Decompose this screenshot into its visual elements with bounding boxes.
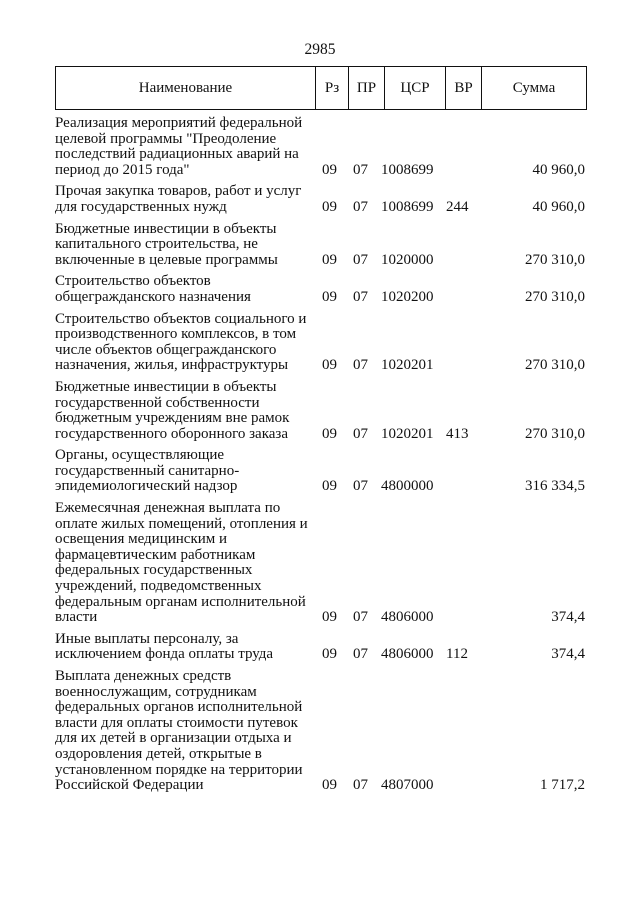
- row-rz: 09: [322, 425, 337, 442]
- row-pr: 07: [353, 609, 368, 626]
- row-name: [55, 274, 313, 305]
- row-csr: 1020200: [381, 288, 434, 305]
- row-name-line: государственного оборонного заказа: [55, 425, 289, 442]
- row-csr: 1020201: [381, 425, 434, 442]
- page-number: 2985: [304, 41, 336, 58]
- row-sum: 40 960,0: [532, 198, 585, 215]
- row-rz: 09: [322, 357, 337, 374]
- row-rz: 09: [322, 251, 337, 268]
- row-name-line: Реализация мероприятий федеральной: [55, 115, 303, 131]
- row-name-line: Российской Федерации: [55, 777, 204, 794]
- row-name-line: включенные в целевые программы: [55, 251, 278, 268]
- row-pr: 07: [353, 425, 368, 442]
- row-name-line: федеральным органам исполнительной: [55, 593, 306, 610]
- row-pr: 07: [353, 357, 368, 374]
- row-name-line: назначения, жилья, инфраструктуры: [55, 357, 289, 374]
- row-csr: 1008699: [381, 161, 434, 178]
- header-name: Наименование: [138, 80, 233, 96]
- row-name-line: производственного комплексов, в том: [55, 326, 297, 343]
- row-rz: 09: [322, 777, 337, 794]
- header-rz: Рз: [315, 67, 348, 109]
- row-rz: 09: [322, 646, 337, 663]
- table-body: [55, 116, 587, 800]
- row-csr: 1020201: [381, 357, 434, 374]
- row-pr: 07: [353, 288, 368, 305]
- row-name-line: установленном порядке на территории: [55, 761, 303, 778]
- row-pr: 07: [353, 251, 368, 268]
- row-pr: 07: [353, 646, 368, 663]
- row-name-line: Выплата денежных средств: [55, 668, 232, 684]
- row-name-line: государственной собственности: [55, 394, 260, 411]
- row-rz: 09: [322, 161, 337, 178]
- table-row: [55, 222, 587, 269]
- row-name-line: Органы, осуществляющие: [55, 447, 225, 464]
- row-name-line: Строительство объектов: [55, 273, 211, 290]
- row-sum: 316 334,5: [525, 478, 585, 495]
- row-csr: 4807000: [381, 777, 434, 794]
- row-name-line: общегражданского назначения: [55, 288, 251, 305]
- row-name-line: оздоровления детей, открытые в: [55, 745, 262, 762]
- row-name-line: оплате жилых помещений, отопления и: [55, 515, 308, 532]
- row-name: [55, 222, 313, 269]
- row-name: [55, 448, 313, 495]
- row-name-line: эпидемиологический надзор: [55, 478, 238, 495]
- row-pr: 07: [353, 198, 368, 215]
- row-vr: 244: [446, 198, 469, 215]
- row-rz: 09: [322, 478, 337, 495]
- row-name-line: числе объектов общегражданского: [55, 341, 277, 358]
- table-row: [55, 312, 587, 374]
- row-name: [55, 184, 313, 215]
- row-name: [55, 116, 313, 178]
- row-name: [55, 669, 313, 794]
- row-csr: 1008699: [381, 198, 434, 215]
- row-name-line: целевой программы "Преодоление: [55, 130, 277, 147]
- row-name-line: период до 2015 года": [55, 161, 190, 178]
- row-name-line: Строительство объектов социального и: [55, 310, 307, 327]
- row-sum: 374,4: [551, 646, 585, 663]
- row-pr: 07: [353, 777, 368, 794]
- table-row: [55, 448, 587, 495]
- row-sum: 40 960,0: [532, 161, 585, 178]
- row-name: [55, 632, 313, 663]
- table-header: [55, 66, 587, 110]
- table-row: [55, 669, 587, 794]
- row-name-line: для их детей в организации отдыха и: [55, 730, 292, 747]
- table-row: [55, 380, 587, 442]
- row-name-line: последствий радиационных аварий на: [55, 146, 299, 163]
- table-row: [55, 501, 587, 626]
- row-name: [55, 380, 313, 442]
- row-name-line: Бюджетные инвестиции в объекты: [55, 378, 277, 395]
- row-rz: 09: [322, 198, 337, 215]
- row-sum: 374,4: [551, 609, 585, 626]
- row-csr: 1020000: [381, 251, 434, 268]
- row-sum: 270 310,0: [525, 357, 585, 374]
- row-sum: 270 310,0: [525, 251, 585, 268]
- row-name-line: учреждений, подведомственных: [55, 578, 262, 595]
- header-vr: ВР: [445, 67, 481, 109]
- row-name-line: Иные выплаты персоналу, за: [55, 630, 239, 647]
- row-name-line: Ежемесячная денежная выплата по: [55, 500, 281, 517]
- header-pr: ПР: [348, 67, 384, 109]
- row-name-line: бюджетным учреждениям вне рамок: [55, 410, 290, 427]
- row-name-line: Прочая закупка товаров, работ и услуг: [55, 183, 302, 200]
- table-row: [55, 274, 587, 305]
- row-name-line: власти: [55, 609, 98, 626]
- row-rz: 09: [322, 609, 337, 626]
- row-csr: 4806000: [381, 646, 434, 663]
- header-csr: ЦСР: [384, 67, 445, 109]
- row-name-line: исключением фонда оплаты труда: [55, 646, 274, 663]
- row-name-line: для государственных нужд: [55, 198, 227, 215]
- table-row: [55, 116, 587, 178]
- row-name-line: государственный санитарно-: [55, 462, 240, 479]
- row-pr: 07: [353, 478, 368, 495]
- row-name-line: федеральных органов исполнительной: [55, 699, 303, 716]
- row-name-line: освещения медицинским и: [55, 531, 228, 548]
- row-name-line: фармацевтическим работникам: [55, 546, 256, 563]
- row-name-line: капитального строительства, не: [55, 236, 258, 253]
- table-row: [55, 632, 587, 663]
- row-vr: 112: [446, 646, 468, 663]
- row-sum: 1 717,2: [540, 777, 585, 794]
- row-name-line: Бюджетные инвестиции в объекты: [55, 220, 277, 237]
- row-name-line: военнослужащим, сотрудникам: [55, 683, 257, 700]
- row-sum: 270 310,0: [525, 425, 585, 442]
- row-name-line: власти для оплаты стоимости путевок: [55, 714, 298, 731]
- row-vr: 413: [446, 425, 469, 442]
- row-csr: 4800000: [381, 478, 434, 495]
- row-name: [55, 501, 313, 626]
- row-rz: 09: [322, 288, 337, 305]
- row-name: [55, 312, 313, 374]
- row-sum: 270 310,0: [525, 288, 585, 305]
- table-row: [55, 184, 587, 215]
- header-sum: Сумма: [481, 67, 586, 109]
- row-name-line: федеральных государственных: [55, 562, 253, 579]
- row-pr: 07: [353, 161, 368, 178]
- row-csr: 4806000: [381, 609, 434, 626]
